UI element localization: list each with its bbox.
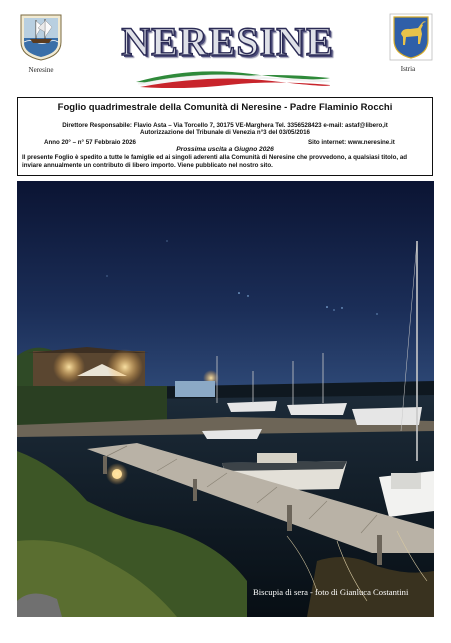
right-logo-caption: Istria bbox=[400, 65, 416, 73]
left-logo-caption: Neresine bbox=[28, 66, 54, 74]
newsletter-title: Foglio quadrimestrale della Comunità di Neresine - Padre Flaminio Rocchi bbox=[57, 102, 393, 113]
tricolor-swoosh bbox=[132, 64, 332, 88]
info-box bbox=[17, 97, 433, 176]
director-line: Direttore Responsabile: Flavio Asta – Via Torcello 7, 30175 VE-Marghera Tel. 3356528423 e-mail: astaf@libero,it bbox=[62, 122, 388, 129]
masthead-title: NERESINE bbox=[121, 19, 334, 64]
website-line: Sito internet: www.neresine.it bbox=[308, 139, 395, 146]
photo-caption: Biscupia di sera - foto di Gianluca Costantini bbox=[253, 587, 409, 597]
authorization-line: Autorizzazione del Tribunale di Venezia n°3 del 03/05/2016 bbox=[140, 129, 310, 136]
harbor-night-photo bbox=[17, 181, 434, 617]
distribution-note: Il presente Foglio è spedito a tutte le famiglie ed ai singoli aderenti alla Comunità di Neresine che provvedono, a qualsiasi titolo, ad inviare annualmente un contributo di libero importo. Viene pubblicato nel nostro sito. bbox=[22, 154, 408, 169]
next-issue-note: Prossima uscita a Giugno 2026 bbox=[176, 146, 274, 153]
issue-number: Anno 20° – n° 57 Febbraio 2026 bbox=[44, 139, 136, 146]
